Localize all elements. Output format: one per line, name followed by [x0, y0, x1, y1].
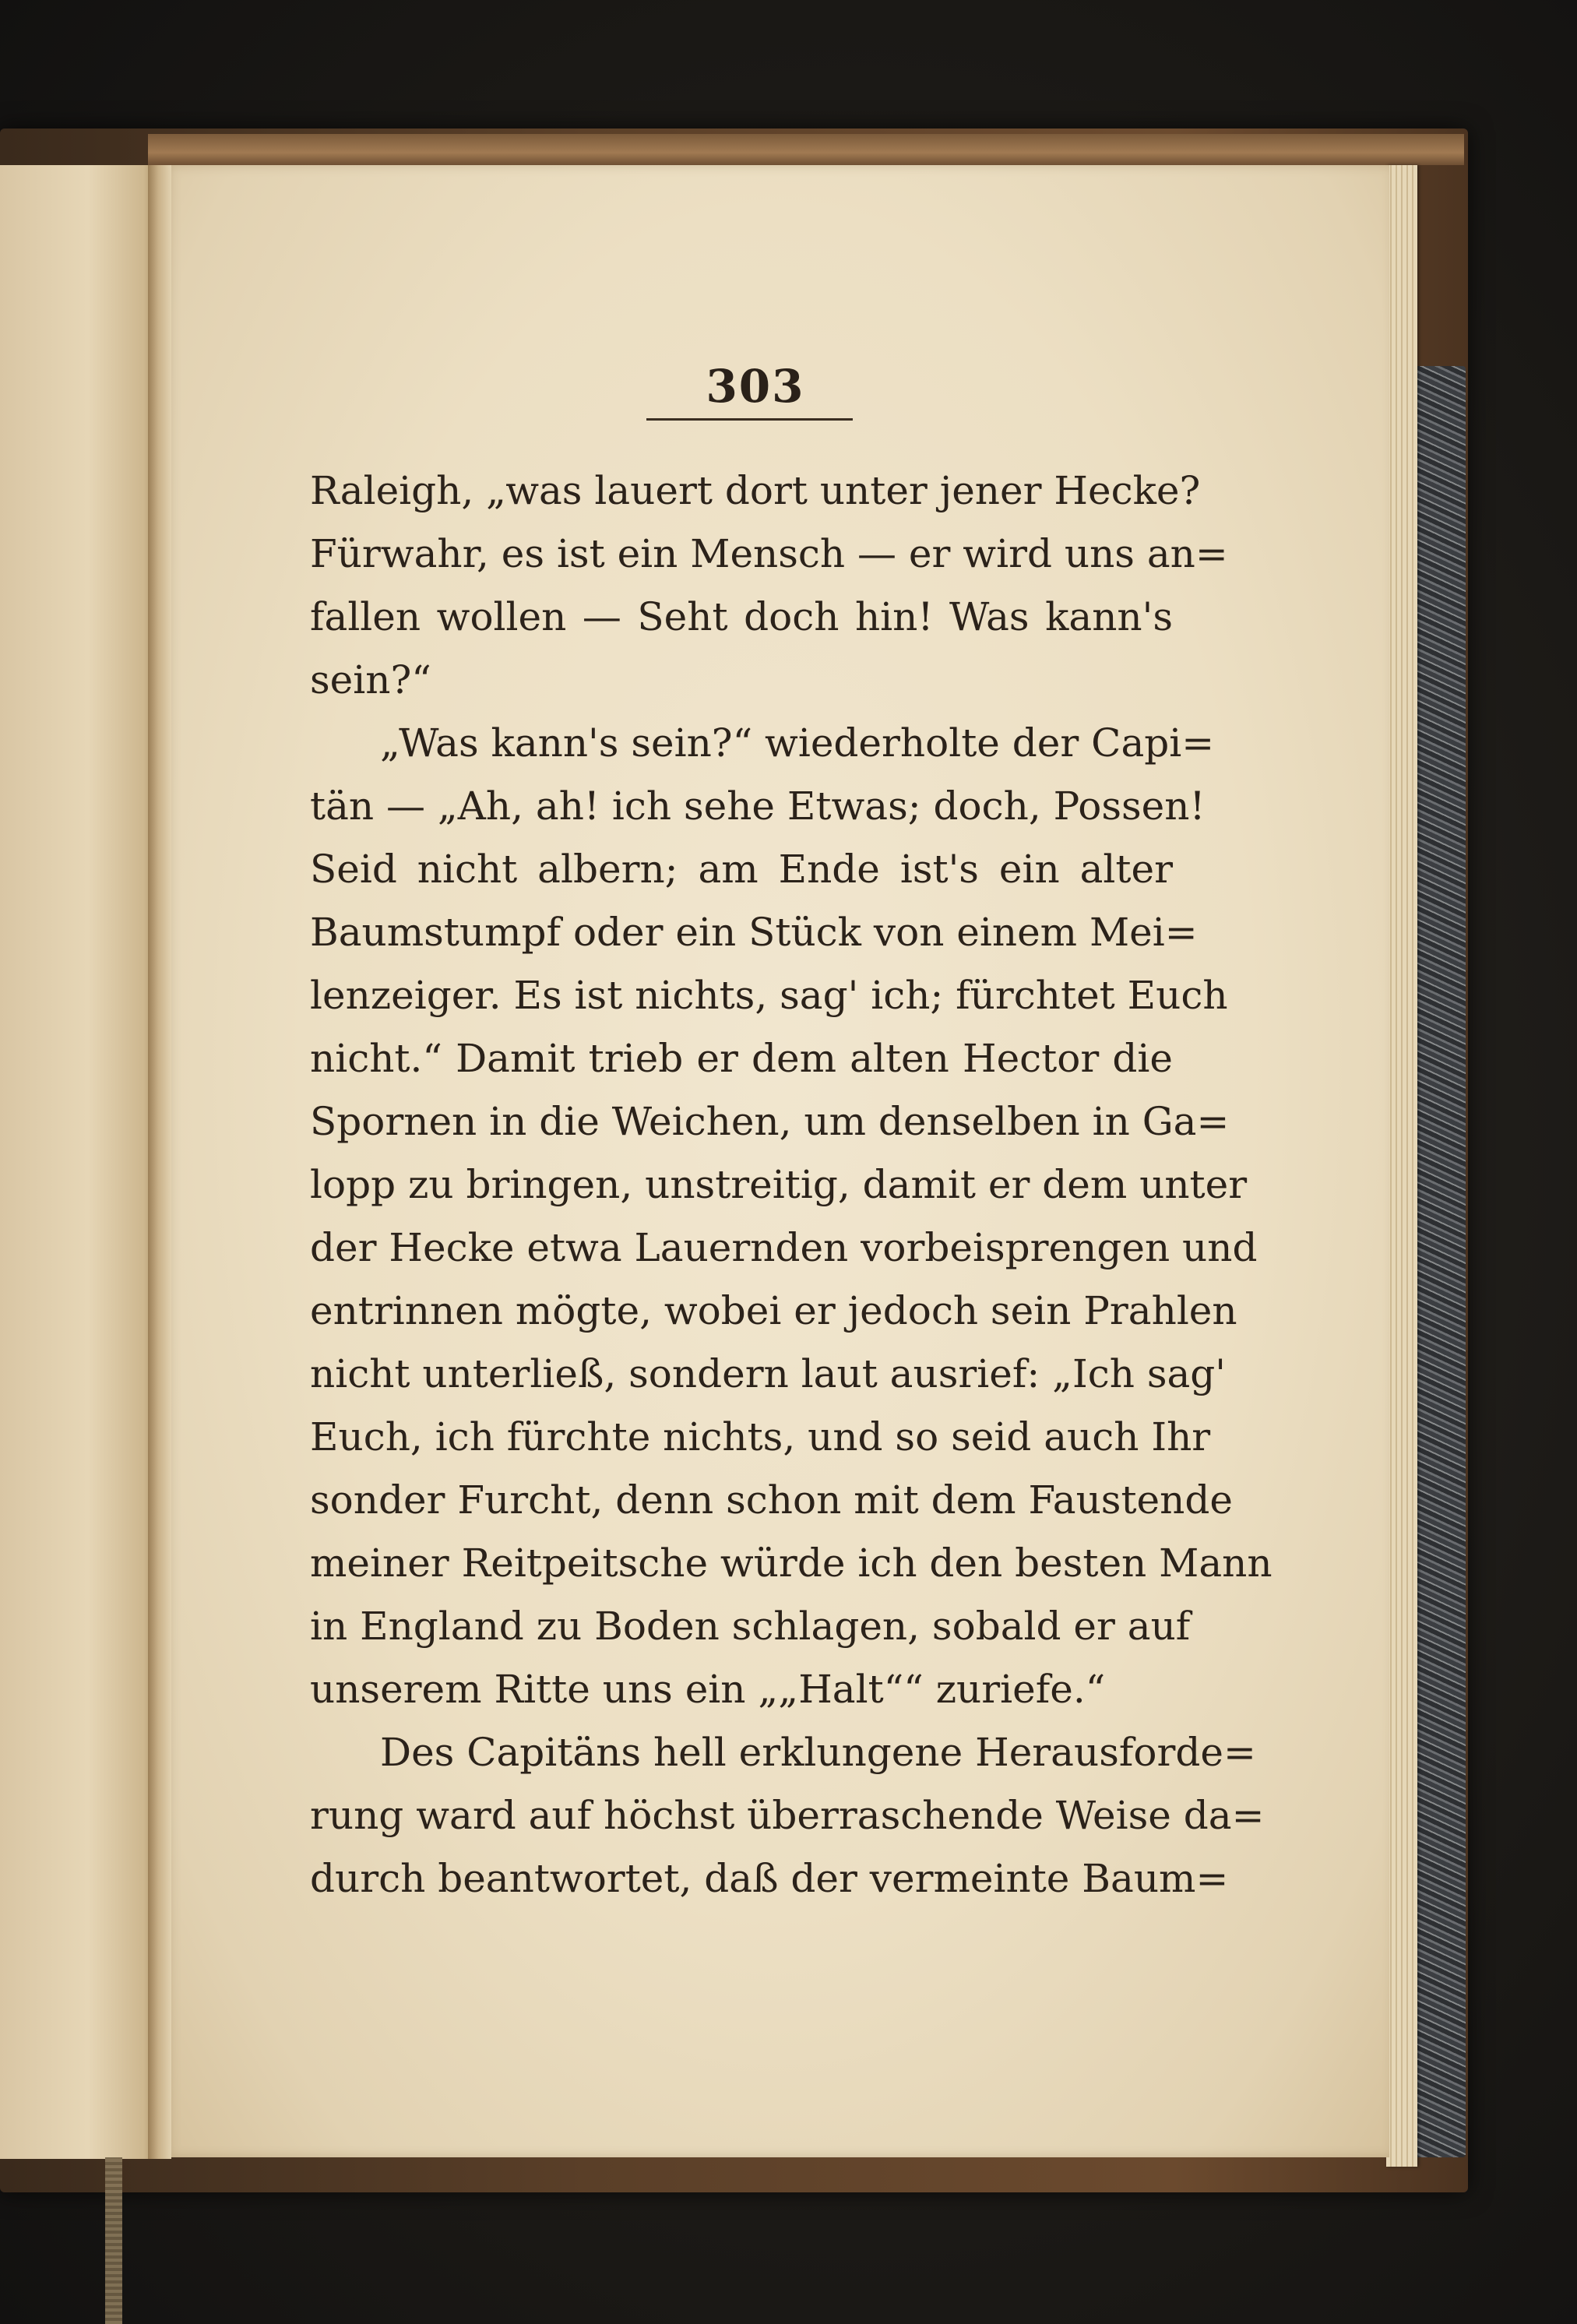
text-line: nicht unterließ, sondern laut ausrief: „Ich sag' — [310, 1351, 1227, 1396]
text-line: sonder Furcht, denn schon mit dem Faustende — [310, 1477, 1233, 1523]
page-number-rule — [646, 418, 853, 421]
text-line: in England zu Boden schlagen, sobald er auf — [310, 1604, 1191, 1649]
page-text — [310, 460, 1273, 1910]
text-line: entrinnen mögte, wobei er jedoch sein Prahlen — [310, 1288, 1237, 1333]
text-line: tän — „Ah, ah! ich sehe Etwas; doch, Possen! — [310, 783, 1206, 829]
page-edges — [1386, 165, 1417, 2167]
text-line: lopp zu bringen, unstreitig, damit er dem unter — [310, 1162, 1248, 1207]
page-number: 303 — [706, 360, 805, 413]
text-line: durch beantwortet, daß der vermeinte Baum= — [310, 1856, 1229, 1901]
bookmark-ribbon — [105, 2157, 122, 2324]
text-line: meiner Reitpeitsche würde ich den besten Mann — [310, 1541, 1273, 1586]
text-line: nicht.“ Damit trieb er dem alten Hector die — [310, 1036, 1173, 1081]
marbled-cover-edge — [1411, 366, 1466, 2157]
text-line: Fürwahr, es ist ein Mensch — er wird uns an= — [310, 531, 1228, 576]
text-line: Des Capitäns hell erklungene Herausforde= — [380, 1730, 1256, 1775]
text-line: Raleigh, „was lauert dort unter jener Hecke? — [310, 468, 1201, 513]
text-line: Baumstumpf oder ein Stück von einem Mei= — [310, 910, 1198, 955]
text-line: Spornen in die Weichen, um denselben in Ga= — [310, 1099, 1230, 1144]
text-line: fallen wollen — Seht doch hin! Was kann's — [310, 594, 1173, 639]
text-line: Euch, ich fürchte nichts, und so seid auch Ihr — [310, 1414, 1211, 1460]
text-line: sein?“ — [310, 657, 431, 702]
text-line: Seid nicht albern; am Ende ist's ein alter — [310, 847, 1173, 892]
book-gutter — [148, 165, 171, 2159]
text-line: „Was kann's sein?“ wiederholte der Capi= — [380, 720, 1215, 766]
text-line: der Hecke etwa Lauernden vorbeisprengen und — [310, 1225, 1258, 1270]
text-line: lenzeiger. Es ist nichts, sag' ich; fürchtet Euch — [310, 973, 1228, 1018]
text-line: rung ward auf höchst überraschende Weise da= — [310, 1793, 1265, 1838]
left-page — [0, 165, 160, 2159]
text-line: unserem Ritte uns ein „„Halt““ zuriefe.“ — [310, 1667, 1106, 1712]
cover-top-edge — [148, 134, 1464, 165]
